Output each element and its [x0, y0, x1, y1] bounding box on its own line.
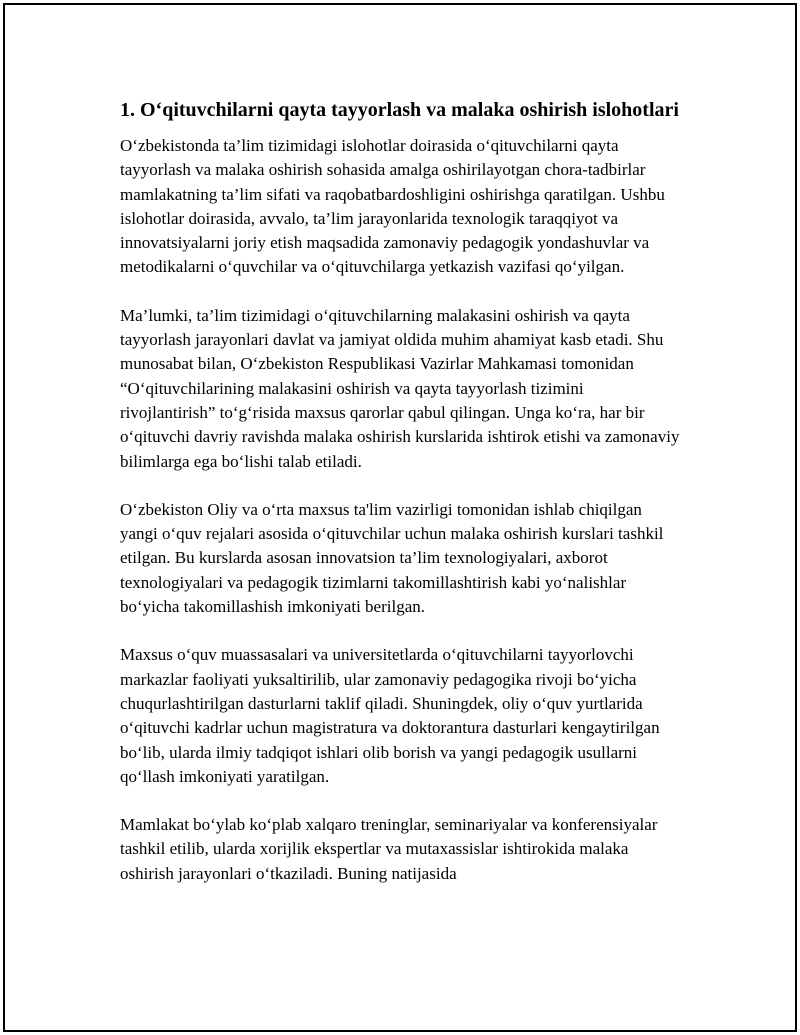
document-content	[120, 97, 680, 910]
paragraph: Ma’lumki, ta’lim tizimidagi o‘qituvchilarning malakasini oshirish va qayta tayyorlash jarayonlari davlat va jamiyat oldida muhim ahamiyat kasb etadi. Shu munosabat bilan, O‘zbekiston Respublikasi Vazirlar Mahkamasi tomonidan “O‘qituvchilarining malakasini oshirish va qayta tayyorlash tizimini rivojlantirish” to‘g‘risida maxsus qarorlar qabul qilingan. Unga ko‘ra, har bir o‘qituvchi davriy ravishda malaka oshirish kurslarida ishtirok etishi va zamonaviy bilimlarga ega bo‘lishi talab etiladi.	[120, 305, 680, 471]
section-heading: 1. O‘qituvchilarni qayta tayyorlash va malaka oshirish islohotlari	[120, 99, 679, 121]
paragraph: Mamlakat bo‘ylab ko‘plab xalqaro treninglar, seminariyalar va konferensiyalar tashkil etilib, ularda xorijlik ekspertlar va mutaxassislar ishtirokida malaka oshirish jarayonlari o‘tkaziladi. Buning natijasida	[120, 815, 658, 883]
paragraph: O‘zbekistonda ta’lim tizimidagi islohotlar doirasida o‘qituvchilarni qayta tayyorlash va malaka oshirish sohasida amalga oshirilayotgan chora-tadbirlar mamlakatning ta’lim sifati va raqobatbardoshligini oshirishga qaratilgan. Ushbu islohotlar doirasida, avvalo, ta’lim jarayonlarida texnologik taraqqiyot va innovatsiyalarni joriy etish maqsadida zamonaviy pedagogik yondashuvlar va metodikalarni o‘quvchilar va o‘qituvchilarga yetkazish vazifasi qo‘yilgan.	[120, 136, 665, 277]
paragraph: Maxsus o‘quv muassasalari va universitetlarda o‘qituvchilarni tayyorlovchi markazlar faoliyati yuksaltirilib, ular zamonaviy pedagogika rivoji bo‘yicha chuqurlashtirilgan dasturlarni taklif qiladi. Shuningdek, oliy o‘quv yurtlarida o‘qituvchi kadrlar uchun magistratura va doktorantura dasturlari kengaytirilgan bo‘lib, ularda ilmiy tadqiqot ishlari olib borish va yangi pedagogik usullarni qo‘llash imkoniyati yaratilgan.	[120, 645, 660, 786]
paragraph: O‘zbekiston Oliy va o‘rta maxsus ta'lim vazirligi tomonidan ishlab chiqilgan yangi o‘quv rejalari asosida o‘qituvchilar uchun malaka oshirish kurslari tashkil etilgan. Bu kurslarda asosan innovatsion ta’lim texnologiyalari, axborot texnologiyalari va pedagogik tizimlarni takomillashtirish kabi yo‘nalishlar bo‘yicha takomillashish imkoniyati berilgan.	[120, 499, 664, 617]
document-page	[3, 3, 797, 1032]
